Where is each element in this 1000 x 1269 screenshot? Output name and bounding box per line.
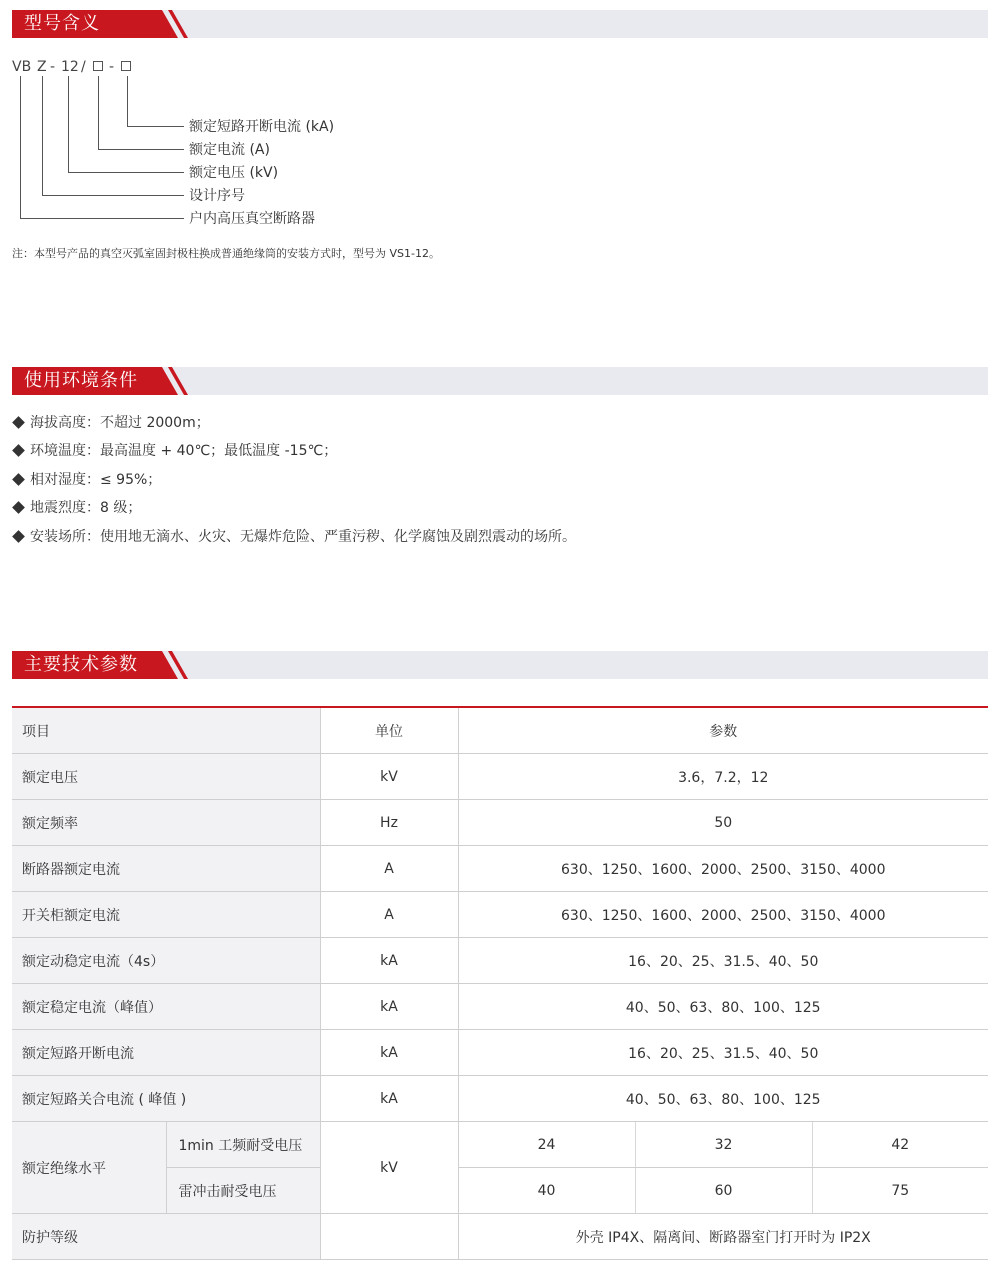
condition-item: 相对湿度：≤ 95%； xyxy=(12,471,161,489)
diamond-bullet-icon xyxy=(12,416,25,429)
legend-design-serial: 设计序号 xyxy=(189,188,245,204)
insulation-label: 额定绝缘水平 xyxy=(12,1122,166,1214)
table-header-row xyxy=(12,707,988,754)
code-dash: - xyxy=(109,59,115,75)
model-note: 注：本型号产品的真空灭弧室固封极柱换成普通绝缘筒的安装方式时，型号为 VS1-12。 xyxy=(12,247,440,260)
table-row: 额定电压 kV 3.6，7.2，12 xyxy=(12,754,988,800)
code-box-current xyxy=(93,61,103,71)
table-row: 额定短路开断电流 kA 16、20、25、31.5、40、50 xyxy=(12,1030,988,1076)
code-slash: / xyxy=(81,59,86,75)
diamond-bullet-icon xyxy=(12,530,25,543)
condition-item: 环境温度：最高温度 + 40℃；最低温度 -15℃； xyxy=(12,442,337,460)
section-header-model xyxy=(12,10,988,38)
section-title: 使用环境条件 xyxy=(24,370,138,391)
header-item: 项目 xyxy=(12,707,320,754)
table-row: 防护等级 外壳 IP4X、隔离间、断路器室门打开时为 IP2X xyxy=(12,1214,988,1260)
table-row: 额定频率 Hz 50 xyxy=(12,800,988,846)
legend-rated-voltage: 额定电压 (kV) xyxy=(189,165,279,181)
condition-item: 安装场所：使用地无滴水、火灾、无爆炸危险、严重污秽、化学腐蚀及剧烈震动的场所。 xyxy=(12,528,576,546)
diamond-bullet-icon xyxy=(12,473,25,486)
table-row: 开关柜额定电流 A 630、1250、1600、2000、2500、3150、4000 xyxy=(12,892,988,938)
table-row-insulation: 雷冲击耐受电压 40 60 75 xyxy=(12,1168,988,1214)
code-12: 12 xyxy=(61,59,79,75)
legend-indoor-breaker: 户内高压真空断路器 xyxy=(189,211,315,227)
table-row: 额定短路关合电流 ( 峰值 ) kA 40、50、63、80、100、125 xyxy=(12,1076,988,1122)
insulation-unit: kV xyxy=(320,1122,458,1214)
table-row: 额定稳定电流（峰值） kA 40、50、63、80、100、125 xyxy=(12,984,988,1030)
code-dash: - xyxy=(50,59,56,75)
condition-item: 地震烈度：8 级； xyxy=(12,499,141,517)
insulation-sub-label: 雷冲击耐受电压 xyxy=(166,1168,320,1214)
legend-breaking-current: 额定短路开断电流 (kA) xyxy=(189,119,335,135)
section-title: 型号含义 xyxy=(24,13,100,34)
diamond-bullet-icon xyxy=(12,501,25,514)
code-vb: VB xyxy=(12,59,32,75)
section-header-conditions xyxy=(12,367,988,395)
section-title: 主要技术参数 xyxy=(24,654,138,675)
header-unit: 单位 xyxy=(320,707,458,754)
code-box-breaking xyxy=(121,61,131,71)
insulation-sub-label: 1min 工频耐受电压 xyxy=(166,1122,320,1168)
table-row: 断路器额定电流 A 630、1250、1600、2000、2500、3150、4000 xyxy=(12,846,988,892)
header-params: 参数 xyxy=(458,707,988,754)
legend-rated-current: 额定电流 (A) xyxy=(189,142,270,158)
section-header-params xyxy=(12,651,988,679)
diamond-bullet-icon xyxy=(12,444,25,457)
table-row-insulation: 额定绝缘水平 1min 工频耐受电压 kV 24 32 42 xyxy=(12,1122,988,1168)
code-z: Z xyxy=(37,59,47,75)
condition-item: 海拔高度：不超过 2000m； xyxy=(12,414,210,432)
params-table xyxy=(12,706,988,1260)
table-row: 额定动稳定电流（4s） kA 16、20、25、31.5、40、50 xyxy=(12,938,988,984)
